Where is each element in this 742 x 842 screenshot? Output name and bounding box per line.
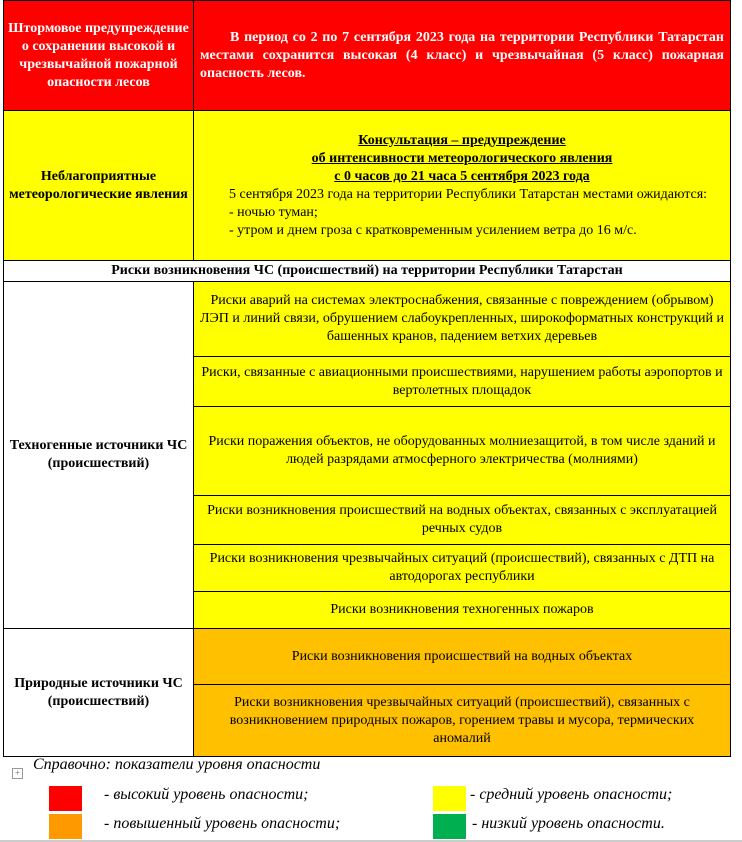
storm-warning-title: Штормовое предупреждение о сохранении высокой и чрезвычайной пожарной опасности лесов xyxy=(4,1,194,111)
storm-warning-text-cell xyxy=(194,1,731,111)
swatch-medium xyxy=(433,786,466,811)
meteo-heading-2: об интенсивности метеорологического явления xyxy=(311,150,613,166)
meteo-content xyxy=(194,111,731,261)
technogenic-title: Техногенные источники ЧС (происшествий) xyxy=(4,282,194,629)
risks-header: Риски возникновения ЧС (происшествий) на территории Республики Татарстан xyxy=(4,261,731,282)
warning-table xyxy=(3,0,731,757)
natural-title: Природные источники ЧС (происшествий) xyxy=(4,629,194,757)
risk-item: Риски возникновения происшествий на водных объектах, связанных с эксплуатацией речных судов xyxy=(194,496,731,545)
meteo-heading-3: с 0 часов до 21 часа 5 сентября 2023 года xyxy=(334,168,590,184)
legend xyxy=(0,756,742,842)
risk-item: Риски поражения объектов, не оборудованных молниезащитой, в том числе зданий и людей разрядами атмосферного электричества (молниями) xyxy=(194,407,731,496)
meteo-item: - утром и днем гроза с кратковременным усилением ветра до 16 м/с. xyxy=(229,222,637,238)
legend-title: Справочно: показатели уровня опасности xyxy=(33,756,321,773)
meteo-item: - ночью туман; xyxy=(229,204,318,220)
swatch-high xyxy=(49,786,82,811)
risk-item: Риски аварий на системах электроснабжения, связанные с повреждением (обрывом) ЛЭП и линий связи, обрушением слабоукрепленных, широкоформатных конструкций и башенных кранов, падением ветхих деревьев xyxy=(194,282,731,357)
legend-label-high: - высокий уровень опасности; xyxy=(104,786,309,803)
legend-label-medium: - средний уровень опасности; xyxy=(470,786,673,803)
legend-label-low: - низкий уровень опасности. xyxy=(472,815,665,832)
meteo-intro: 5 сентября 2023 года на территории Республики Татарстан местами ожидаются: xyxy=(229,186,708,202)
swatch-low xyxy=(433,814,466,839)
meteo-title: Неблагоприятные метеорологические явления xyxy=(4,111,194,261)
risk-item: Риски возникновения происшествий на водных объектах xyxy=(194,629,731,685)
risk-item: Риски возникновения техногенных пожаров xyxy=(194,592,731,629)
risk-item: Риски возникновения чрезвычайных ситуаций (происшествий), связанных с ДТП на автодорогах республики xyxy=(194,545,731,592)
storm-warning-text: В период со 2 по 7 сентября 2023 года на территории Республики Татарстан местами сохранится высокая (4 класс) и чрезвычайная (5 класс) пожарная опасность лесов. xyxy=(200,29,724,81)
swatch-elevated xyxy=(49,814,82,839)
risk-item: Риски, связанные с авиационными происшествиями, нарушением работы аэропортов и вертолетных площадок xyxy=(194,357,731,407)
risk-item: Риски возникновения чрезвычайных ситуаций (происшествий), связанных с возникновением природных пожаров, горением травы и мусора, термических аномалий xyxy=(194,685,731,757)
meteo-heading-1: Консультация – предупреждение xyxy=(358,132,566,148)
legend-label-elevated: - повышенный уровень опасности; xyxy=(104,815,341,832)
table-move-handle-icon[interactable]: + xyxy=(12,768,23,779)
